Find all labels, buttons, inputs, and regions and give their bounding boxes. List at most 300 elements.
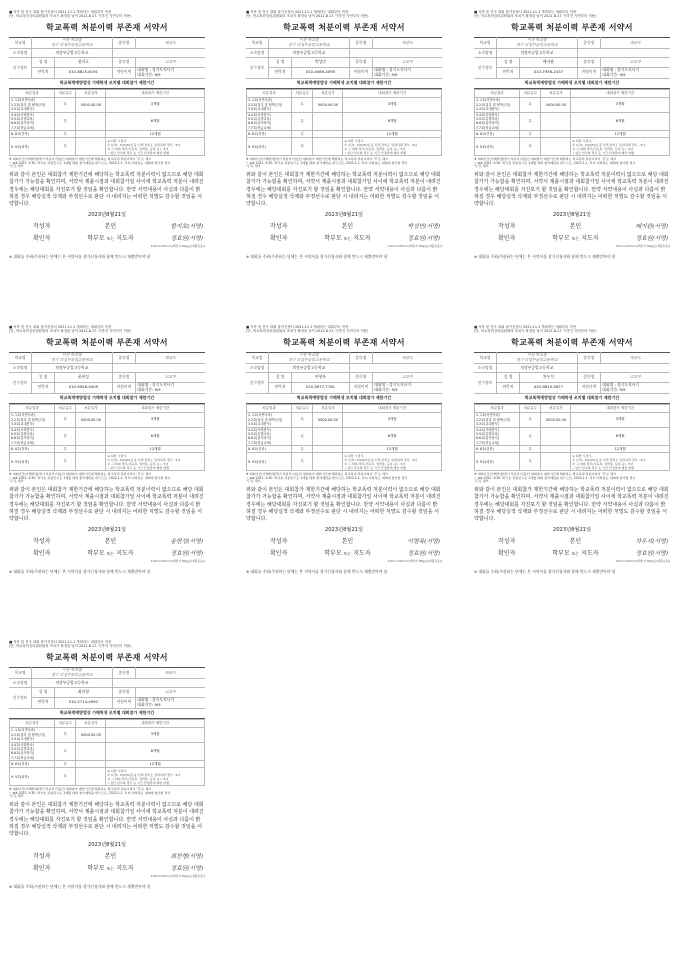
measure-date: 0000.00.00 [76,97,106,112]
form-number: 210m×297mm[백상지 80g/㎡(재활용품)] [150,244,205,249]
sheet-title: 학교폭력 처분이력 부존재 서약서 [46,652,168,662]
measure-kind: 1. 1호(서면사과) 2.2호(접촉 및 협박금지) 3.3호(교내봉사) [10,727,55,742]
confirmer-signature: 정효원(서명) [170,236,203,243]
measure-date [76,138,106,156]
measure-header: 처분결과 [247,89,292,97]
period-row [247,412,442,427]
pledge-date: 2023년8월21일 [87,842,127,849]
confirmer-label: 확인자 [498,550,516,558]
confirmer-label: 확인자 [498,235,516,243]
period-row [10,446,205,453]
parent-label: 학부모 [324,550,342,558]
measure-limit: ※ 퇴학 시점기, ① 1단1, 3(4)(5)입 중 선택 본학도 입력하면 경우 : 5년 ② 그 외의 경우(주등록, 입학통, 등록 등) : 5년 • 입단 선수의 경우 등 기간 산정장에 제한 명행 [343,138,442,156]
self-label: 본인 [341,223,354,231]
measure-has: 무 [520,131,541,138]
section-title: 학교폭력예방법상 가해학생 조치별 대회참가 제한기간 [246,394,442,404]
history-line-1: 대회명 : 경기도지사기 [602,382,639,388]
writer-signature-row [474,536,670,545]
caution-note: ※ 대회를 주최/주관하는 단체는 본 서약서를 참가신청서와 함께 반드시 제출받아야 함 [9,254,151,260]
writer-label: 작성자 [270,538,288,546]
coach-label: 지도자 [581,235,599,243]
limit-header: 대회참가 제한기간 [343,89,442,97]
history-value [135,382,205,393]
measure-date [541,446,571,453]
pledge-sheet-4 [9,325,205,613]
pledge-text: 위와 같이 본인은 대회참가 제한기간에 해당하는 학교폭력 처분이력이 없으므로 해당 대회 참가가 가능함을 확인하며, 서약서 제출시점과 대회참가일 사이에 학교폭력 처분이 내려진 경우에는 해당대회를 자진포기 할 것임을 확인합니다. 만약 서약내용이 사실과 다름이 밝혀질 경우 해당실적 삭제와 부정선수로 판단 시 내려지는 어떠한 처벌도 감수할 것임을 서약합니다. [9,487,204,523]
measure-limit: 12개월 [571,446,670,453]
section-title: 학교폭력예방법상 가해학생 조치별 대회참가 제한기간 [9,709,205,719]
measure-limit: 6개월 [106,427,205,446]
measure-limit: 3개월 [106,727,205,742]
period-row [247,427,442,446]
limit-header: 대회참가 제한기간 [106,404,205,412]
name-value: 이형록 [292,373,350,382]
school-label: 학교명 [9,37,32,48]
measure-limit: ※ 퇴학 시점기, ① 1단1, 3(4)(5)입 중 선택 본학도 입력하면 경우 : 5년 ② 그 외의 경우(주등록, 입학통, 등록 등) : 5년 • 입단 선수의 경우 등 기간 산정장에 제한 명행 [106,453,205,471]
header-note-2: (단, 학교폭력심의위원회의 조치가 확정된 날이 2021.8.17. 이후인 사안부터 적용) [474,14,597,19]
sheet-title: 학교폭력 처분이력 부존재 서약서 [46,337,168,347]
confirmer-role [552,548,598,557]
foot-note: ※ 대회기간(가해학생/경기 부분부기)동안 대회참가 제한기간에 해당하는 학교폭력 처분이력이 '무'로 체크 ~ out 2021. 9.30. 학기초 처분만으로 1개월 대회 참가제한을 받으므로, 2022.1.1. 부터 지학하는 대회에 참가할 경우 '무'로 체크 [9,471,171,484]
measure-date [541,427,571,446]
disposition-date-header: 처분일자 [76,89,106,97]
header-note-2: (단, 학교폭력심의위원회의 조치가 확정된 날이 2021.8.17. 이후인 사안부터 적용) [246,329,369,334]
team-value: 의정부공업고등학교 [269,364,350,373]
pledge-date: 2023년8월21일 [324,527,364,534]
measure-kind: 9. 9호(퇴학) [247,453,292,471]
school-line-1: 이천 학교를 [527,352,547,358]
event-label: 종목명 [112,667,135,678]
measure-kind: 4.4호(사회봉사) 5.5호(특별교육) 6.6호(출석정지) 7.7호(학급교체) [475,427,520,446]
confirmer-role [552,233,598,242]
disposition-header: 처분유무 [292,89,313,97]
or-label: 또는 [343,236,352,242]
period-row [247,112,442,131]
disposition-header: 처분유무 [55,89,76,97]
player-label: 선수정보 [474,373,497,394]
measure-date [76,131,106,138]
history-label: 직원이력 [349,382,372,393]
period-row [475,427,670,446]
empty-cell [577,364,670,373]
coach-label: 지도자 [353,550,371,558]
section-title: 학교폭력예방법상 가해학생 조치별 대회참가 제한기간 [246,79,442,89]
history-line-2: 대회기간: 9/9 [602,71,626,77]
period-row [10,112,205,131]
writer-signature: 배지완(서명) [635,224,668,231]
period-row [475,97,670,112]
foot-note: ※ 대회기간(가해학생/경기 부분부기)동안 대회참가 제한기간에 해당하는 학교폭력 처분이력이 '무'로 체크 ~ out 2021. 9.30. 학기초 처분만으로 1개월 대회 참가제한을 받으므로, 2022.1.1. 부터 지학하는 대회에 참가할 경우 '무'로 체크 [246,156,408,169]
empty-cell [349,364,442,373]
measure-limit: 3개월 [343,97,442,112]
writer-signature-row [246,536,442,545]
measure-has: 무 [55,742,76,761]
pledge-date: 2023년8월21일 [87,527,127,534]
period-table [474,89,670,156]
confirmer-role [324,233,370,242]
form-number: 210m×297mm[백상지 80g/㎡(재활용품)] [615,244,670,249]
history-value [372,67,442,78]
history-label: 직원이력 [112,697,135,708]
division-value: 고교부 [600,373,670,382]
self-label: 본인 [569,538,582,546]
measure-limit: ※ 퇴학 시점기, ① 1단1, 3(4)(5)입 중 선택 본학도 입력하면 경우 : 5년 ② 그 외의 경우(주등록, 입학통, 등록 등) : 5년 • 입단 선수의 경우 등 기간 산정장에 제한 명행 [106,138,205,156]
team-value: 의정부공업고등학교 [497,49,578,58]
measure-kind: 9. 9호(퇴학) [10,138,55,156]
pledge-text: 위와 같이 본인은 대회참가 제한기간에 해당하는 학교폭력 처분이력이 없으므로 해당 대회 참가가 가능함을 확인하며, 서약서 제출시점과 대회참가일 사이에 학교폭력 처분이 내려진 경우에는 해당대회를 자진포기 할 것임을 확인합니다. 만약 서약내용이 사실과 다름이 밝혀질 경우 해당실적 삭제와 부정선수로 판단 시 내려지는 어떠한 처벌도 감수할 것임을 서약합니다. [474,172,669,208]
measure-date [76,453,106,471]
division-label: 종목명 [112,373,135,382]
contact-label: 연락처 [32,697,55,708]
period-row [475,412,670,427]
confirmer-signature: 정효원(서명) [170,866,203,873]
header-note-1: ■ 저작 및 전국 대회 참가신청서 2021.11.1 개최하는 대회부터 적용 [246,325,349,329]
writer-signature: 박성민(서명) [407,224,440,231]
measure-date: 0000.00.00 [541,97,571,112]
coach-label: 지도자 [116,865,134,873]
confirmer-signature-row [474,233,670,242]
pledge-sheet-5 [246,325,442,613]
period-row [475,446,670,453]
measure-has: 무 [55,412,76,427]
measure-kind: 1. 1호(서면사과) 2.2호(접촉 및 협박금지) 3.3호(교내봉사) [475,412,520,427]
school-line-2: 경기 의정부공업고등학교 [51,42,93,47]
school-line-1: 이천 학교를 [527,37,547,43]
or-label: 또는 [106,236,115,242]
sheet-title: 학교폭력 처분이력 부존재 서약서 [283,337,405,347]
coach-label: 지도자 [116,550,134,558]
measure-limit: 3개월 [571,97,670,112]
confirmer-label: 확인자 [33,865,51,873]
history-line-2: 대회기간: 9/9 [137,71,161,77]
school-value [497,37,578,48]
or-label: 또는 [106,551,115,557]
disposition-date-header: 처분일자 [313,89,343,97]
period-row [10,768,205,786]
confirmer-role [324,548,370,557]
limit-header: 대회참가 제한기간 [571,404,670,412]
header-note-2: (단, 학교폭력심의위원회의 조치가 확정된 날이 2021.8.17. 이후인 사안부터 적용) [474,329,597,334]
confirmer-role [87,233,133,242]
measure-date [76,761,106,768]
parent-label: 학부모 [324,235,342,243]
measure-date [541,112,571,131]
measure-limit: 6개월 [343,112,442,131]
division-value: 고교부 [135,58,205,67]
confirmer-signature: 정효원(서명) [407,551,440,558]
coach-label: 지도자 [116,235,134,243]
info-table [474,352,670,394]
writer-signature: 차우석(서명) [635,539,668,546]
sheet-title: 학교폭력 처분이력 부존재 서약서 [46,22,168,32]
measure-date [313,138,343,156]
measure-date: 0000.00.00 [541,412,571,427]
measure-date [76,768,106,786]
writer-label: 작성자 [498,538,516,546]
pledge-text: 위와 같이 본인은 대회참가 제한기간에 해당하는 학교폭력 처분이력이 없으므로 해당 대회 참가가 가능함을 확인하며, 서약서 제출시점과 대회참가일 사이에 학교폭력 처분이 내려진 경우에는 해당대회를 자진포기 할 것임을 확인합니다. 만약 서약내용이 사실과 다름이 밝혀질 경우 해당실적 삭제와 부정선수로 판단 시 내려지는 어떠한 처벌도 감수할 것임을 서약합니다. [474,487,669,523]
school-value [32,37,113,48]
form-number: 210m×297mm[백상지 80g/㎡(재활용품)] [387,244,442,249]
measure-date [76,446,106,453]
form-number: 210m×297mm[백상지 80g/㎡(재활용품)] [150,874,205,879]
measure-has: 무 [520,446,541,453]
writer-signature: 함지호(서명) [170,224,203,231]
confirmer-signature-row [474,548,670,557]
player-label: 선수정보 [9,58,32,79]
event-label: 종목명 [349,37,372,48]
name-value: 최찬형 [55,688,113,697]
measure-kind: 8. 8호(전학) [10,131,55,138]
division-value: 고교부 [135,373,205,382]
period-rows [475,412,670,470]
header-note-2: (단, 학교폭력심의위원회의 조치가 확정된 날이 2021.8.17. 이후인 사안부터 적용) [9,14,132,19]
parent-label: 학부모 [87,550,105,558]
period-row [247,446,442,453]
team-value: 의정부공업고등학교 [32,49,113,58]
measure-has: 무 [292,412,313,427]
contact-value: 010-2714-4992 [55,697,113,708]
period-row [10,761,205,768]
measure-limit: 3개월 [571,412,670,427]
name-value: 박성민 [292,58,350,67]
foot-note: ※ 대회기간(가해학생/경기 부분부기)동안 대회참가 제한기간에 해당하는 학교폭력 처분이력이 '무'로 체크 ~ out 2021. 9.30. 학기초 처분만으로 1개월 대회 참가제한을 받으므로, 2022.1.1. 부터 지학하는 대회에 참가할 경우 '무'로 체크 [474,471,636,484]
name-label: 성 명 [269,373,292,382]
measure-limit: 12개월 [343,131,442,138]
measure-kind: 4.4호(사회봉사) 5.5호(특별교육) 6.6호(출석정지) 7.7호(학급교체) [10,112,55,131]
parent-label: 학부모 [552,235,570,243]
period-row [10,727,205,742]
sheet-title: 학교폭력 처분이력 부존재 서약서 [511,337,633,347]
period-row [247,131,442,138]
section-title: 학교폭력예방법상 가해학생 조치별 대회참가 제한기간 [9,79,205,89]
confirmer-role [87,548,133,557]
measure-date: 0000.00.00 [76,412,106,427]
measure-has: 무 [55,768,76,786]
header-note-1: ■ 저작 및 전국 대회 참가신청서 2021.11.1 개최하는 대회부터 적용 [474,10,577,14]
info-table [9,37,205,79]
period-row [10,412,205,427]
period-row [10,742,205,761]
pledge-date: 2023년8월21일 [552,212,592,219]
self-label: 본인 [569,223,582,231]
history-label: 직원이력 [112,67,135,78]
info-table [9,352,205,394]
or-label: 또는 [343,551,352,557]
measure-kind: 4.4호(사회봉사) 5.5호(특별교육) 6.6호(출석정지) 7.7호(학급교체) [247,112,292,131]
measure-limit: ※ 퇴학 시점기, ① 1단1, 3(4)(5)입 중 선택 본학도 입력하면 경우 : 5년 ② 그 외의 경우(주등록, 입학통, 등록 등) : 5년 • 입단 선수의 경우 등 기간 산정장에 제한 명행 [343,453,442,471]
contact-value: 010-4066-4095 [292,67,350,78]
empty-cell [349,49,442,58]
measure-kind: 9. 9호(퇴학) [247,138,292,156]
caution-note: ※ 대회를 주최/주관하는 단체는 본 서약서를 참가신청서와 함께 반드시 제출받아야 함 [9,884,151,890]
history-line-2: 대회기간: 9/9 [374,71,398,77]
measure-has: 무 [292,112,313,131]
disposition-header: 처분유무 [55,719,76,727]
measure-kind: 1. 1호(서면사과) 2.2호(접촉 및 협박금지) 3.3호(교내봉사) [247,97,292,112]
measure-date [313,427,343,446]
division-label: 종목명 [112,58,135,67]
period-row [247,97,442,112]
disposition-header: 처분유무 [520,404,541,412]
history-line-1: 대회명 : 경기도지사기 [137,697,174,703]
team-label: 소속팀명 [246,364,269,373]
school-line-2: 경기 의정부공업고등학교 [516,42,558,47]
measure-limit: 12개월 [571,131,670,138]
measure-date [313,112,343,131]
division-label: 종목명 [349,373,372,382]
parent-label: 학부모 [552,550,570,558]
measure-kind: 8. 8호(전학) [247,131,292,138]
header-note-1: ■ 저작 및 전국 대회 참가신청서 2021.11.1 개최하는 대회부터 적용 [9,640,112,644]
period-table [9,404,205,471]
period-row [475,131,670,138]
measure-has: 무 [55,446,76,453]
form-number: 210m×297mm[백상지 80g/㎡(재활용품)] [615,559,670,564]
confirmer-signature-row [246,548,442,557]
history-label: 직원이력 [349,67,372,78]
disposition-date-header: 처분일자 [76,404,106,412]
writer-signature: 윤현성(서명) [170,539,203,546]
confirmer-signature-row [9,548,205,557]
period-rows [247,97,442,155]
confirmer-label: 확인자 [33,235,51,243]
period-rows [247,412,442,470]
caution-note: ※ 대회를 주최/주관하는 단체는 본 서약서를 참가신청서와 함께 반드시 제출받아야 함 [246,569,388,575]
contact-label: 연락처 [497,382,520,393]
measure-kind: 9. 9호(퇴학) [10,453,55,471]
event-value: 태권도 [135,37,205,48]
empty-cell [112,364,205,373]
school-line-2: 경기 의정부공업고등학교 [51,357,93,362]
measure-date: 0000.00.00 [313,97,343,112]
disposition-date-header: 처분일자 [76,719,106,727]
measure-has: 무 [520,138,541,156]
caution-note: ※ 대회를 주최/주관하는 단체는 본 서약서를 참가신청서와 함께 반드시 제출받아야 함 [474,569,616,575]
measure-has: 무 [55,97,76,112]
measure-kind: 8. 8호(전학) [475,131,520,138]
disposition-date-header: 처분일자 [541,404,571,412]
header-note-1: ■ 저작 및 전국 대회 참가신청서 2021.11.1 개최하는 대회부터 적용 [9,325,112,329]
measure-date [76,427,106,446]
or-label: 또는 [571,551,580,557]
writer-signature-row [474,221,670,230]
parent-label: 학부모 [87,235,105,243]
history-value [135,697,205,708]
period-row [475,112,670,131]
player-label: 선수정보 [474,58,497,79]
info-table [246,352,442,394]
confirmer-signature: 정효원(서명) [407,236,440,243]
measure-has: 무 [520,112,541,131]
writer-signature-row [9,851,205,860]
history-line-1: 대회명 : 경기도지사기 [374,67,411,73]
history-line-2: 대회기간: 9/9 [137,386,161,392]
measure-kind: 1. 1호(서면사과) 2.2호(접촉 및 협박금지) 3.3호(교내봉사) [475,97,520,112]
pledge-sheet-3 [474,10,670,298]
school-line-2: 경기 의정부공업고등학교 [288,42,330,47]
event-label: 종목명 [577,352,600,363]
school-label: 학교명 [246,352,269,363]
measure-limit: 12개월 [106,761,205,768]
event-value: 태권도 [135,352,205,363]
limit-header: 대회참가 제한기간 [571,89,670,97]
header-note-1: ■ 저작 및 전국 대회 참가신청서 2021.11.1 개최하는 대회부터 적용 [246,10,349,14]
header-note-2: (단, 학교폭력심의위원회의 조치가 확정된 날이 2021.8.17. 이후인 사안부터 적용) [246,14,369,19]
disposition-date-header: 처분일자 [313,404,343,412]
contact-value: 010-5677-7761 [292,382,350,393]
measure-limit: 3개월 [106,412,205,427]
measure-kind: 4.4호(사회봉사) 5.5호(특별교육) 6.6호(출석정지) 7.7호(학급교체) [475,112,520,131]
school-label: 학교명 [474,352,497,363]
division-value: 고교부 [600,58,670,67]
team-label: 소속팀명 [9,364,32,373]
disposition-date-header: 처분일자 [541,89,571,97]
measure-has: 무 [292,138,313,156]
disposition-header: 처분유무 [55,404,76,412]
school-label: 학교명 [246,37,269,48]
measure-has: 무 [292,97,313,112]
name-label: 성 명 [269,58,292,67]
name-label: 성 명 [32,688,55,697]
team-value: 의정부공업고등학교 [497,364,578,373]
self-label: 본인 [104,853,117,861]
period-table [246,89,442,156]
team-label: 소속팀명 [9,679,32,688]
period-rows [475,97,670,155]
self-label: 본인 [341,538,354,546]
header-note-1: ■ 저작 및 전국 대회 참가신청서 2021.11.1 개최하는 대회부터 적용 [474,325,577,329]
school-line-1: 이천 학교를 [299,352,319,358]
player-label: 선수정보 [246,373,269,394]
team-label: 소속팀명 [474,364,497,373]
contact-value: 010-8815-6191 [55,67,113,78]
confirmer-signature: 정효원(서명) [635,236,668,243]
pledge-sheet-1 [9,10,205,298]
period-row [10,97,205,112]
measure-has: 무 [520,453,541,471]
measure-has: 무 [520,412,541,427]
measure-header: 처분결과 [475,404,520,412]
history-line-2: 대회기간: 9/9 [374,386,398,392]
period-table [246,404,442,471]
team-value: 의정부공업고등학교 [32,679,113,688]
caution-note: ※ 대회를 주최/주관하는 단체는 본 서약서를 참가신청서와 함께 반드시 제출받아야 함 [9,569,151,575]
event-value: 태권도 [372,37,442,48]
period-row [10,453,205,471]
measure-kind: 1. 1호(서면사과) 2.2호(접촉 및 협박금지) 3.3호(교내봉사) [247,412,292,427]
period-row [247,453,442,471]
confirmer-label: 확인자 [270,235,288,243]
period-table [9,719,205,786]
measure-date [313,446,343,453]
pledge-sheet-7 [9,640,205,928]
player-label: 선수정보 [246,58,269,79]
name-value: 윤현성 [55,373,113,382]
event-value: 태권도 [600,352,670,363]
period-table [474,404,670,471]
writer-label: 작성자 [270,223,288,231]
header-note-2: (단, 학교폭력심의위원회의 조치가 확정된 날이 2021.8.17. 이후인 사안부터 적용) [9,329,132,334]
form-number: 210m×297mm[백상지 80g/㎡(재활용품)] [387,559,442,564]
limit-header: 대회참가 제한기간 [106,719,205,727]
history-value [372,382,442,393]
event-label: 종목명 [349,352,372,363]
event-value: 태권도 [600,37,670,48]
measure-limit: 3개월 [106,97,205,112]
period-rows [10,97,205,155]
writer-signature: 최찬형(서명) [170,854,203,861]
measure-date [541,131,571,138]
